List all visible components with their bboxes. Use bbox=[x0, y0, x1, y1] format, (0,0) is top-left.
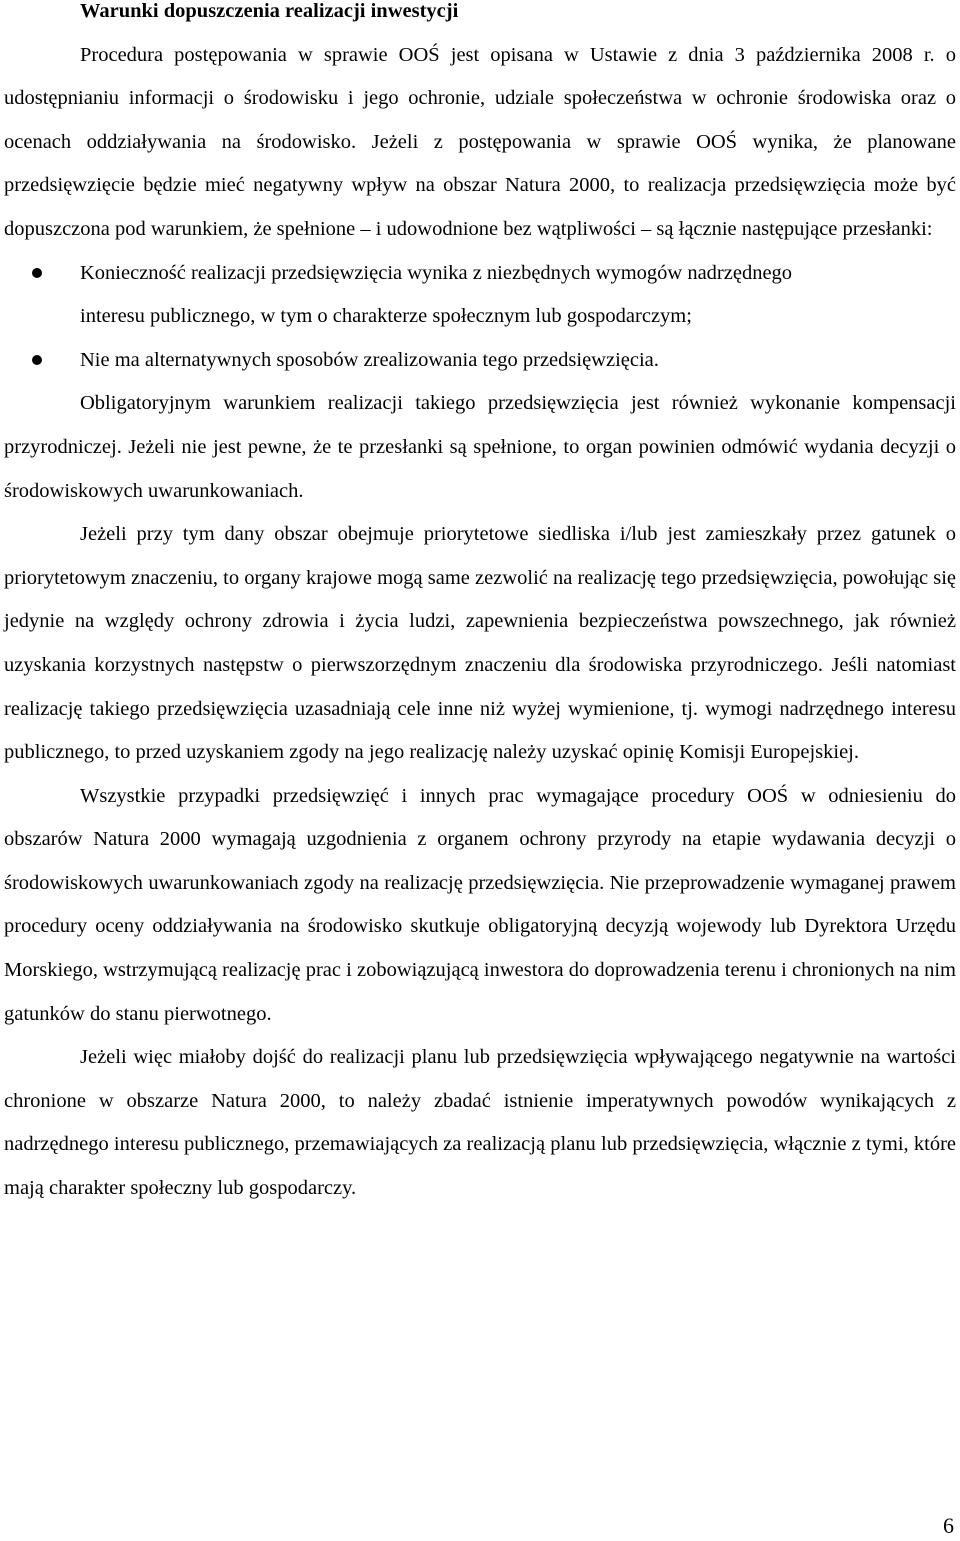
paragraph-priority-habitats: Jeżeli przy tym dany obszar obejmuje priorytetowe siedliska i/lub jest zamieszkały przez gatunek o priorytetowym znaczeniu, to organy krajowe mogą same zezwolić na realizację tego przedsięwzięcia, powołując się jedynie na względy ochrony zdrowia i życia ludzi, zapewnienia bezpieczeństwa powszechnego, jak również uzyskania korzystnych następstw o pierwszorzędnym znaczeniu dla środowiska przyrodniczego. Jeśli natomiast realizację takiego przedsięwzięcia uzasadniają cele inne niż wyżej wymienione, tj. wymogi nadrzędnego interesu publicznego, to przed uzyskaniem zgody na jego realizację należy uzyskać opinię Komisji Europejskiej. bbox=[4, 523, 956, 764]
page-number: 6 bbox=[943, 1513, 954, 1538]
list-item-text: Nie ma alternatywnych sposobów zrealizowania tego przedsięwzięcia. bbox=[80, 348, 659, 371]
list-item-text: Konieczność realizacji przedsięwzięcia wynika z niezbędnych wymogów nadrzędnego interesu publicznego, w tym o charakterze społecznym lub gospodarczym; bbox=[80, 261, 793, 328]
conditions-list bbox=[4, 252, 840, 383]
paragraph-agreements: Wszystkie przypadki przedsięwzięć i innych prac wymagające procedury OOŚ w odniesieniu do obszarów Natura 2000 wymagają uzgodnienia z organem ochrony przyrody na etapie wydawania decyzji o środowiskowych uwarunkowaniach zgody na realizację przedsięwzięcia. Nie przeprowadzenie wymaganej prawem procedury oceny oddziaływania na środowisko skutkuje obligatoryjną decyzją wojewody lub Dyrektora Urzędu Morskiego, wstrzymującą realizację prac i zobowiązującą inwestora do doprowadzenia terenu i chronionych na nim gatunków do stanu pierwotnego. bbox=[4, 784, 956, 1025]
list-item bbox=[80, 252, 840, 339]
paragraph-compensation: Obligatoryjnym warunkiem realizacji takiego przedsięwzięcia jest również wykonanie kompensacji przyrodniczej. Jeżeli nie jest pewne, że te przesłanki są spełnione, to organ powinien odmówić wydania decyzji o środowiskowych uwarunkowaniach. bbox=[4, 392, 956, 502]
bullet-icon bbox=[32, 268, 42, 278]
section-heading: Warunki dopuszczenia realizacji inwestycji bbox=[80, 0, 459, 22]
paragraph-imperative-reasons: Jeżeli więc miałoby dojść do realizacji planu lub przedsięwzięcia wpływającego negatywnie na wartości chronione w obszarze Natura 2000, to należy zbadać istnienie imperatywnych powodów wynikających z nadrzędnego interesu publicznego, przemawiających za realizacją planu lub przedsięwzięcia, włącznie z tymi, które mają charakter społeczny lub gospodarczy. bbox=[4, 1046, 956, 1200]
bullet-icon bbox=[32, 355, 42, 365]
list-item bbox=[80, 339, 840, 383]
paragraph-procedure: Procedura postępowania w sprawie OOŚ jest opisana w Ustawie z dnia 3 października 2008 r. o udostępnianiu informacji o środowisku i jego ochronie, udziale społeczeństwa w ochronie środowiska oraz o ocenach oddziaływania na środowisko. Jeżeli z postępowania w sprawie OOŚ wynika, że planowane przedsięwzięcie będzie mieć negatywny wpływ na obszar Natura 2000, to realizacja przedsięwzięcia może być dopuszczona pod warunkiem, że spełnione – i udowodnione bez wątpliwości – są łącznie następujące przesłanki: bbox=[4, 43, 956, 240]
document-page bbox=[4, 0, 956, 1211]
